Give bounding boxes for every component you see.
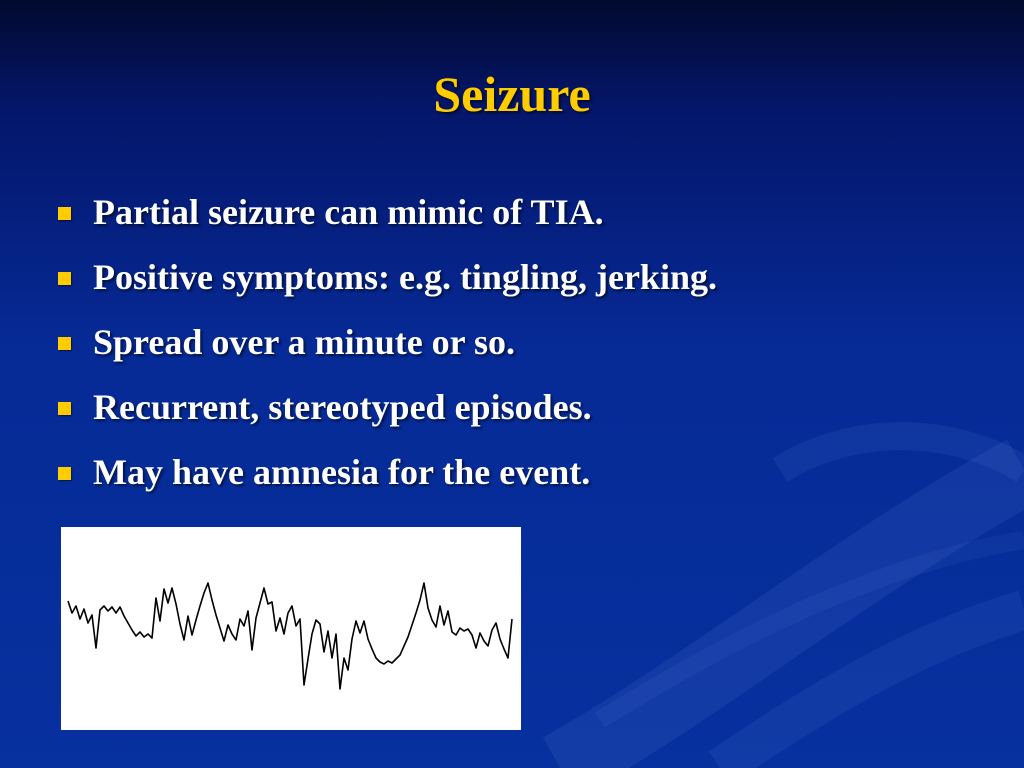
square-bullet-icon	[58, 467, 71, 480]
bullet-list	[56, 186, 717, 511]
square-bullet-icon	[58, 402, 71, 415]
bullet-text: Positive symptoms: e.g. tingling, jerking.	[93, 257, 717, 297]
bullet-item	[56, 316, 717, 381]
square-bullet-icon	[58, 337, 71, 350]
bullet-item	[56, 251, 717, 316]
bullet-text: Spread over a minute or so.	[93, 322, 516, 362]
square-bullet-icon	[58, 272, 71, 285]
eeg-waveform-icon	[61, 527, 521, 730]
bullet-text: Partial seizure can mimic of TIA.	[93, 192, 604, 232]
bullet-item	[56, 381, 717, 446]
bullet-item	[56, 446, 717, 511]
bullet-item	[56, 186, 717, 251]
slide-title: Seizure	[433, 66, 591, 122]
square-bullet-icon	[58, 207, 71, 220]
bullet-text: May have amnesia for the event.	[93, 452, 591, 492]
eeg-image	[61, 527, 521, 730]
bullet-text: Recurrent, stereotyped episodes.	[93, 387, 592, 427]
